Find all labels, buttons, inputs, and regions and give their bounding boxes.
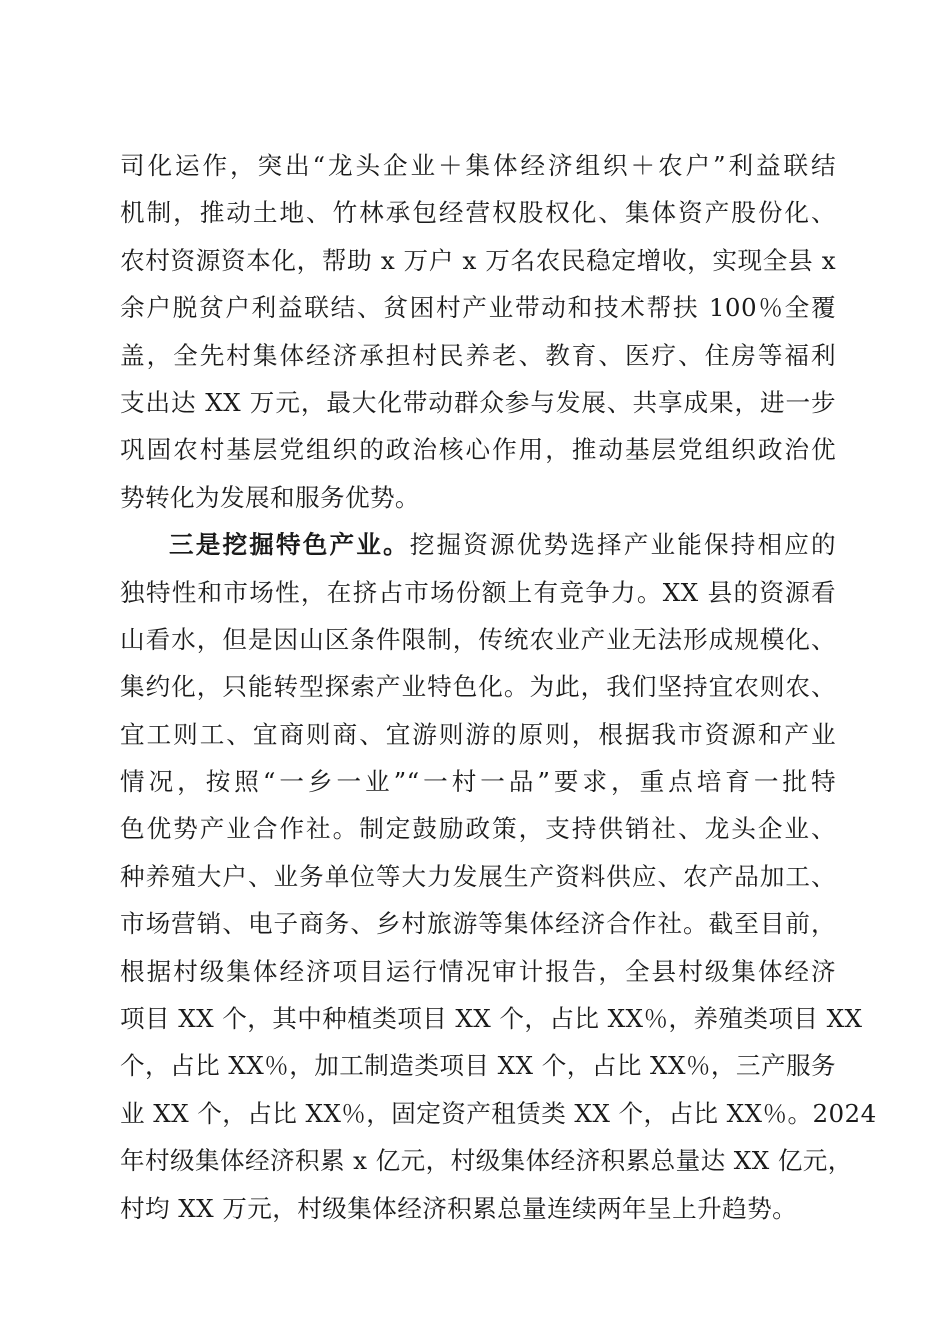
text-line: 宜工则工、宜商则商、宜游则游的原则，根据我市资源和产业 [120,719,836,749]
document-body [120,142,877,1232]
text-line: 根据村级集体经济项目运行情况审计报告，全县村级集体经济 [120,956,836,986]
text-line: 集约化，只能转型探索产业特色化。为此，我们坚持宜农则农、 [120,672,836,702]
text-line-rest: 挖掘资源优势选择产业能保持相应的 [409,530,836,560]
text-line: 山看水，但是因山区条件限制，传统农业产业无法形成规模化、 [120,624,836,654]
text-line: 市场营销、电子商务、乡村旅游等集体经济合作社。截至目前， [120,909,836,939]
text-line: 色优势产业合作社。制定鼓励政策，支持供销社、龙头企业、 [120,814,836,844]
text-line: 盖，全先村集体经济承担村民养老、教育、医疗、住房等福利 [120,340,836,370]
text-line: 支出达 XX 万元，最大化带动群众参与发展、共享成果，进一步 [120,387,836,417]
text-line: 种养殖大户、业务单位等大力发展生产资料供应、农产品加工、 [120,861,836,891]
text-line: 业 XX 个，占比 XX％，固定资产租赁类 XX 个，占比 XX％。2024 [120,1098,877,1128]
text-line: 独特性和市场性，在挤占市场份额上有竞争力。XX 县的资源看 [120,577,836,607]
text-line: 年村级集体经济积累 x 亿元，村级集体经济积累总量达 XX 亿元， [120,1146,853,1176]
text-line: 村均 XX 万元，村级集体经济积累总量连续两年呈上升趋势。 [120,1193,798,1223]
paragraph-1 [120,142,836,521]
text-line-first [120,521,836,568]
text-line: 项目 XX 个，其中种植类项目 XX 个，占比 XX％，养殖类项目 XX [120,1004,863,1034]
section-lead: 三是挖掘特色产业。 [169,530,410,560]
text-line: 余户脱贫户利益联结、贫困村产业带动和技术帮扶 100％全覆 [120,293,836,323]
paragraph-2 [120,521,877,1232]
text-line: 农村资源资本化，帮助 x 万户 x 万名农民稳定增收，实现全县 x [120,245,836,275]
text-line: 情况，按照“一乡一业”“一村一品”要求，重点培育一批特 [120,767,836,797]
text-line: 司化运作，突出“龙头企业＋集体经济组织＋农户”利益联结 [120,151,836,180]
text-line: 个，占比 XX％，加工制造类项目 XX 个，占比 XX％，三产服务 [120,1051,836,1081]
text-line: 势转化为发展和服务优势。 [120,482,420,512]
text-line: 巩固农村基层党组织的政治核心作用，推动基层党组织政治优 [120,435,836,465]
text-line: 机制，推动土地、竹林承包经营权股权化、集体资产股份化、 [120,198,836,228]
